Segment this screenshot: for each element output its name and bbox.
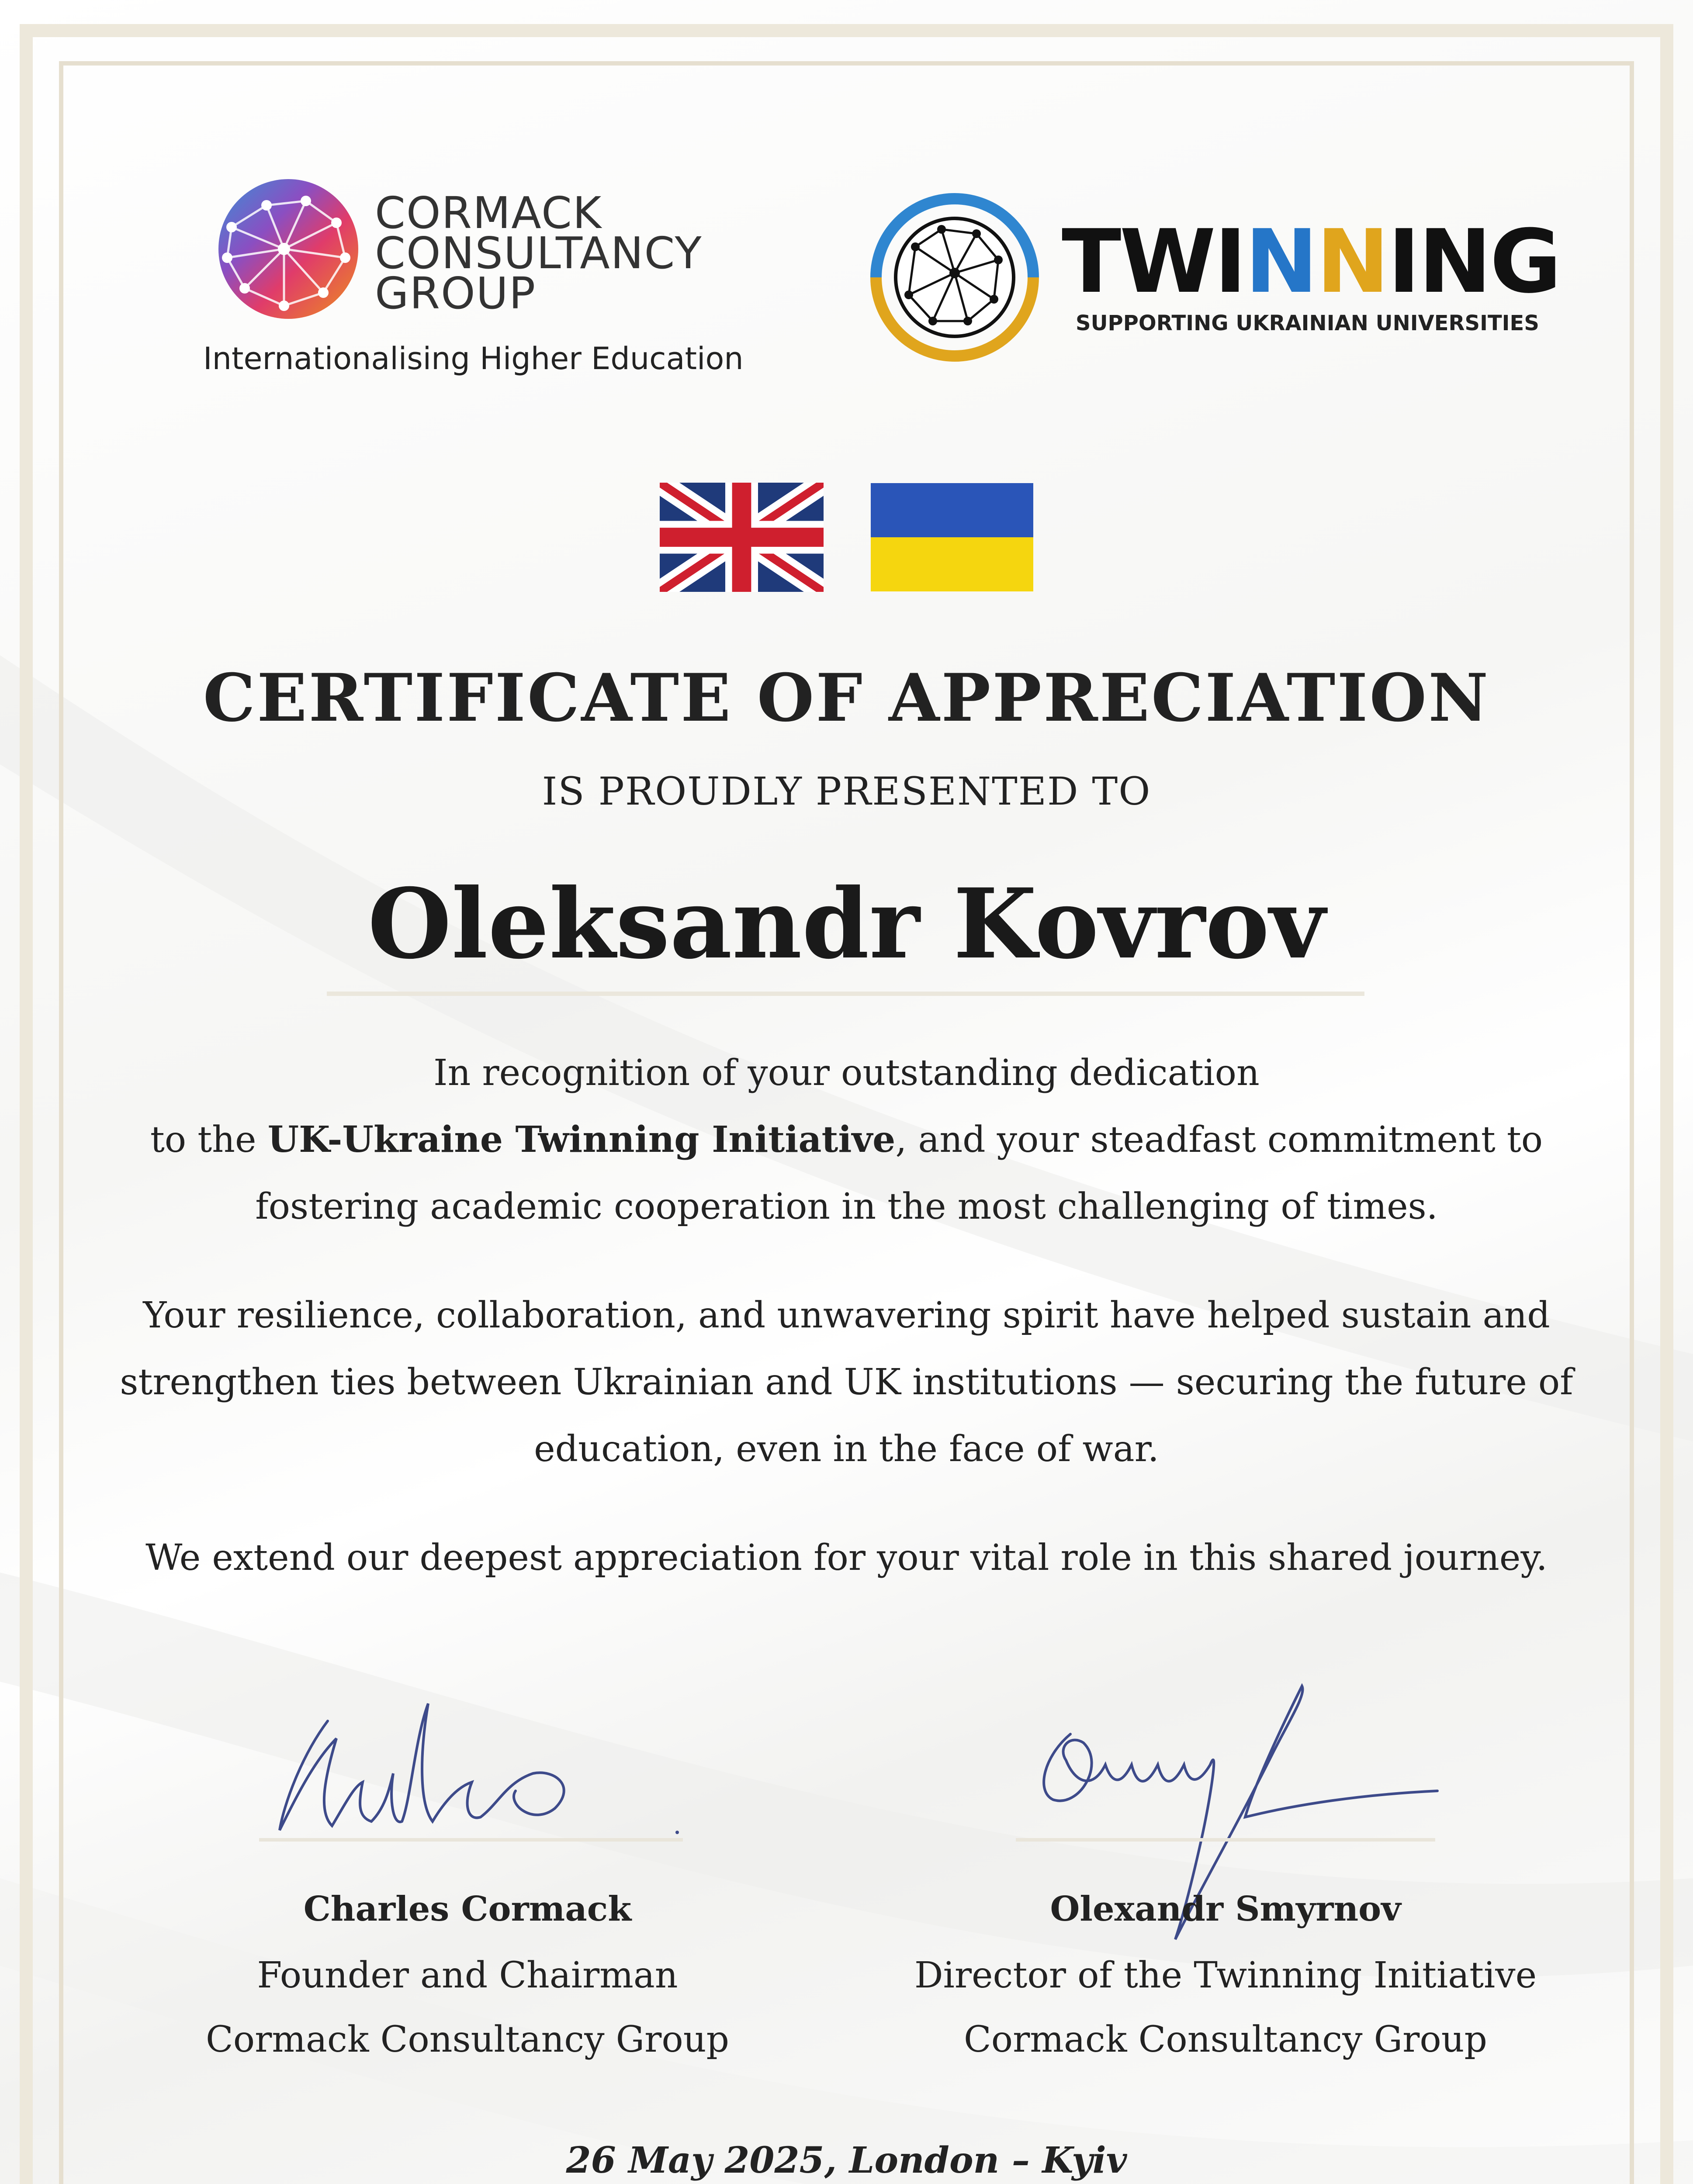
presented-to-label: IS PROUDLY PRESENTED TO bbox=[542, 769, 1151, 814]
uk-flag-icon bbox=[660, 483, 824, 592]
ccg-globe-icon bbox=[205, 175, 371, 323]
signatory-2-role: Director of the Twinning Initiative bbox=[914, 1955, 1537, 1996]
body-paragraph-2 bbox=[109, 1282, 1584, 1482]
twinning-subtitle: SUPPORTING UKRAINIAN UNIVERSITIES bbox=[1076, 311, 1539, 335]
twinning-title-part-1: TWI bbox=[1062, 211, 1245, 313]
signatory-2-org: Cormack Consultancy Group bbox=[963, 2019, 1487, 2060]
ccg-logo-line-2: CONSULTANCY bbox=[375, 228, 703, 279]
body-paragraph-1 bbox=[131, 1040, 1562, 1240]
ukraine-flag-icon bbox=[871, 483, 1033, 592]
twinning-globe-icon bbox=[867, 190, 1042, 365]
name-underline bbox=[327, 992, 1364, 996]
body-p2-line-3: education, even in the face of war. bbox=[534, 1428, 1159, 1470]
recipient-name: Oleksandr Kovrov bbox=[367, 867, 1326, 980]
signatory-1-role: Founder and Chairman bbox=[257, 1955, 678, 1996]
body-paragraph-3: We extend our deepest appreciation for your vital role in this shared journey. bbox=[145, 1537, 1548, 1579]
twinning-title bbox=[1062, 211, 1560, 313]
signatory-1-name: Charles Cormack bbox=[303, 1889, 632, 1929]
signature-line-right bbox=[1016, 1838, 1435, 1842]
body-p2-line-1: Your resilience, collaboration, and unwavering spirit have helped sustain and bbox=[143, 1295, 1550, 1336]
signatory-1-org: Cormack Consultancy Group bbox=[205, 2019, 729, 2060]
body-p1-line-3: fostering academic cooperation in the most challenging of times. bbox=[255, 1186, 1438, 1227]
body-p1-line-2-post: , and your steadfast commitment to bbox=[895, 1119, 1543, 1161]
body-p2-line-2: strengthen ties between Ukrainian and UK institutions — securing the future of bbox=[120, 1362, 1573, 1403]
signature-line-left bbox=[259, 1838, 683, 1842]
body-p1-line-1: In recognition of your outstanding dedication bbox=[433, 1052, 1260, 1094]
ccg-tagline: Internationalising Higher Education bbox=[203, 341, 744, 377]
twinning-title-n-blue: N bbox=[1245, 211, 1316, 313]
signature-charles-cormack bbox=[271, 1695, 690, 1852]
certificate-title: CERTIFICATE OF APPRECIATION bbox=[203, 660, 1490, 736]
signatory-2-name: Olexandr Smyrnov bbox=[1050, 1889, 1401, 1929]
initiative-name: UK-Ukraine Twinning Initiative bbox=[267, 1119, 896, 1161]
twinning-title-n-yellow: N bbox=[1316, 211, 1388, 313]
twinning-title-part-4: ING bbox=[1388, 211, 1560, 313]
body-p1-line-2 bbox=[131, 1106, 1562, 1173]
ccg-logo-line-1: CORMACK bbox=[375, 187, 602, 238]
body-p1-line-2-pre: to the bbox=[150, 1119, 268, 1161]
date-place: 26 May 2025, London – Kyiv bbox=[566, 2139, 1127, 2181]
ccg-logo-line-3: GROUP bbox=[375, 268, 537, 319]
